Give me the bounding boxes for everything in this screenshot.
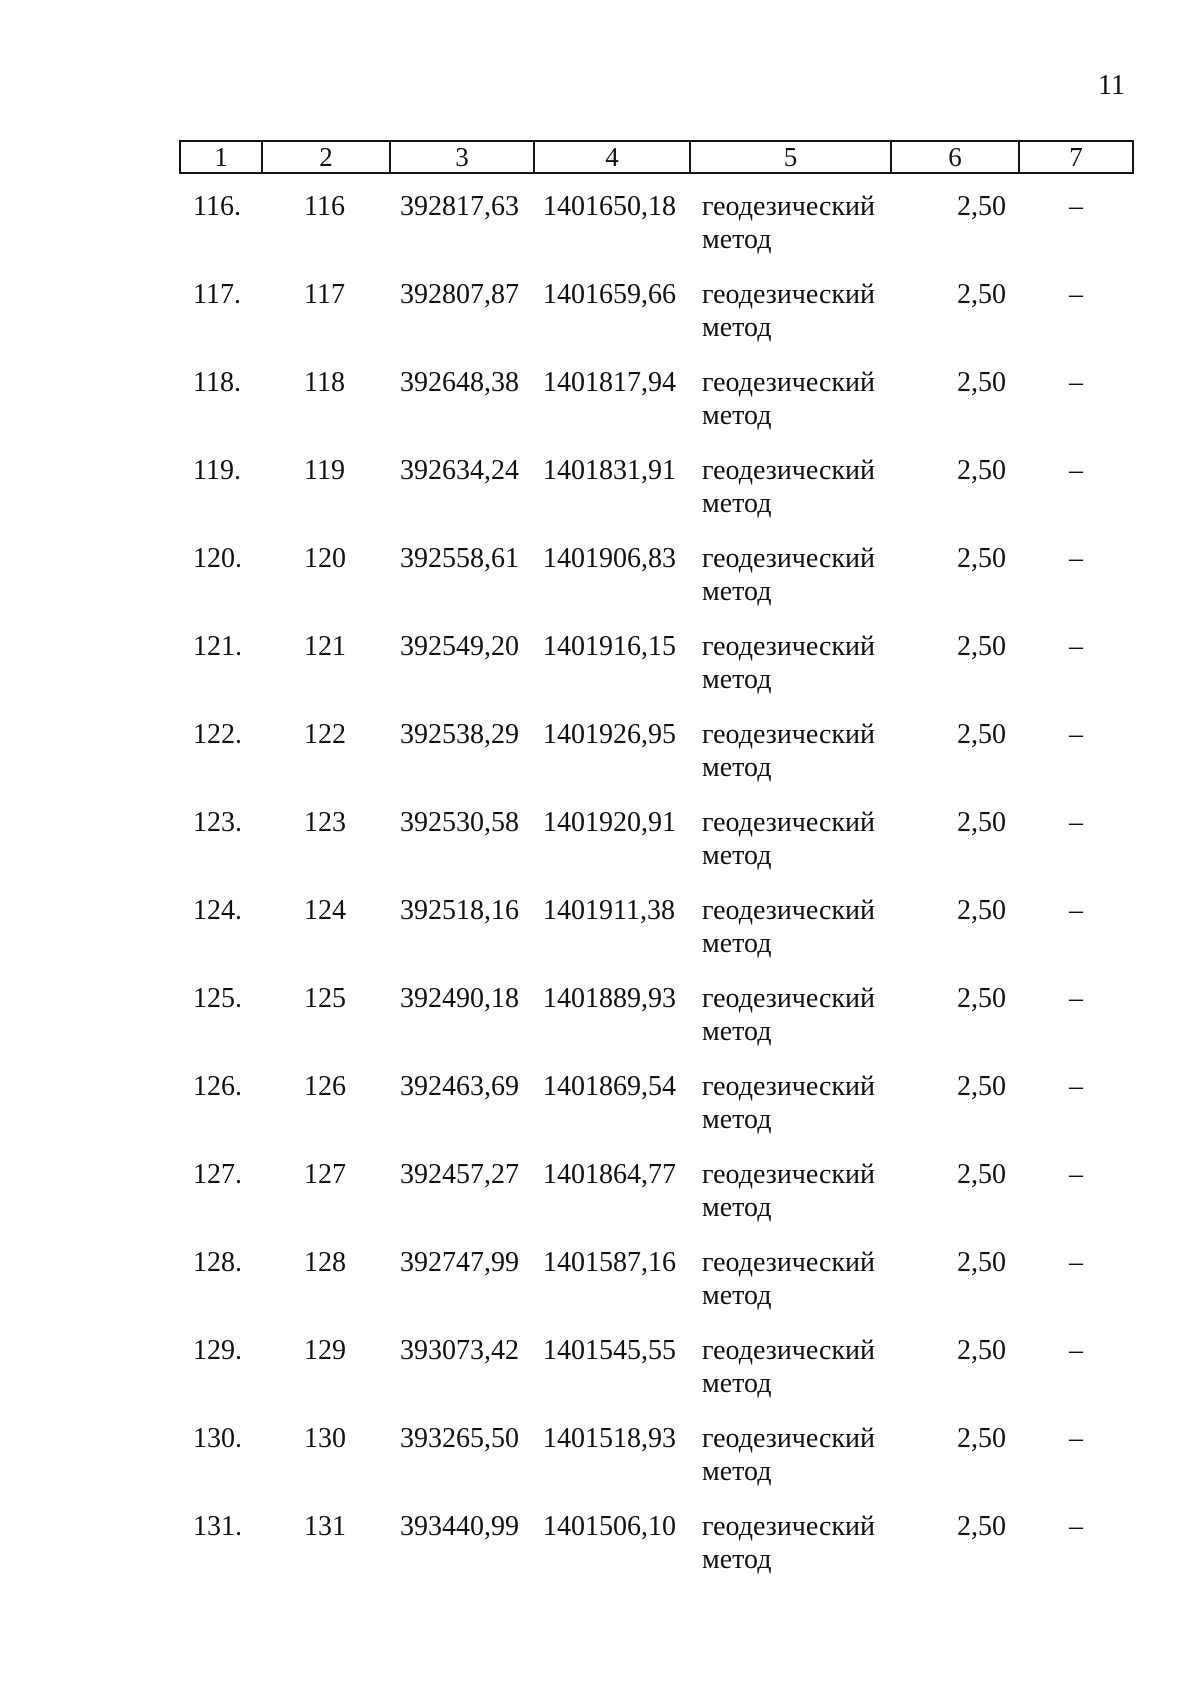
- coordinate-x-cell: 392558,61: [400, 543, 519, 574]
- note-cell: –: [1069, 1335, 1083, 1366]
- note-cell: –: [1069, 191, 1083, 222]
- header-cell-4: 4: [534, 141, 690, 173]
- table-row: [179, 894, 1133, 982]
- note-cell: –: [1069, 1159, 1083, 1190]
- accuracy-cell: 2,50: [957, 455, 1006, 486]
- method-line: геодезический: [702, 631, 876, 662]
- point-id-cell: 125: [304, 983, 346, 1014]
- header-cell-3: 3: [390, 141, 534, 173]
- row-number-cell: 129.: [193, 1335, 242, 1366]
- point-id-cell: 124: [304, 895, 346, 926]
- coordinate-x-cell: 392648,38: [400, 367, 519, 398]
- point-id-cell: 127: [304, 1159, 346, 1190]
- coordinate-y-cell: 1401831,91: [543, 455, 676, 486]
- coordinate-x-cell: 392634,24: [400, 455, 519, 486]
- header-cell-5: 5: [690, 141, 891, 173]
- coordinate-x-cell: 392463,69: [400, 1071, 519, 1102]
- method-line: геодезический: [702, 895, 876, 926]
- coordinate-y-cell: 1401916,15: [543, 631, 676, 662]
- coordinate-x-cell: 392538,29: [400, 719, 519, 750]
- coordinate-y-cell: 1401518,93: [543, 1423, 676, 1454]
- coordinate-x-cell: 392518,16: [400, 895, 519, 926]
- coordinate-x-cell: 392549,20: [400, 631, 519, 662]
- coordinate-y-cell: 1401506,10: [543, 1511, 676, 1542]
- row-number-cell: 127.: [193, 1159, 242, 1190]
- method-line: метод: [702, 840, 772, 871]
- header-row: [180, 141, 1133, 173]
- row-number-cell: 122.: [193, 719, 242, 750]
- method-line: метод: [702, 1368, 772, 1399]
- table-row: [179, 982, 1133, 1070]
- coordinate-x-cell: 393265,50: [400, 1423, 519, 1454]
- method-cell: [702, 1158, 902, 1224]
- coordinate-y-cell: 1401650,18: [543, 191, 676, 222]
- method-cell: [702, 454, 902, 520]
- method-line: геодезический: [702, 1159, 876, 1190]
- accuracy-cell: 2,50: [957, 543, 1006, 574]
- point-id-cell: 130: [304, 1423, 346, 1454]
- point-id-cell: 117: [304, 279, 345, 310]
- method-line: метод: [702, 752, 772, 783]
- method-cell: [702, 1510, 902, 1576]
- table-row: [179, 806, 1133, 894]
- table-row: [179, 1246, 1133, 1334]
- coordinate-y-cell: 1401817,94: [543, 367, 676, 398]
- coordinate-y-cell: 1401659,66: [543, 279, 676, 310]
- method-line: геодезический: [702, 1247, 876, 1278]
- note-cell: –: [1069, 807, 1083, 838]
- method-line: метод: [702, 488, 772, 519]
- point-id-cell: 121: [304, 631, 346, 662]
- method-line: геодезический: [702, 279, 876, 310]
- note-cell: –: [1069, 1511, 1083, 1542]
- coordinate-y-cell: 1401889,93: [543, 983, 676, 1014]
- row-number-cell: 124.: [193, 895, 242, 926]
- method-cell: [702, 1334, 902, 1400]
- coordinate-y-cell: 1401869,54: [543, 1071, 676, 1102]
- method-line: метод: [702, 1192, 772, 1223]
- row-number-cell: 128.: [193, 1247, 242, 1278]
- coordinate-x-cell: 392747,99: [400, 1247, 519, 1278]
- method-line: геодезический: [702, 1335, 876, 1366]
- accuracy-cell: 2,50: [957, 191, 1006, 222]
- method-cell: [702, 366, 902, 432]
- method-cell: [702, 1070, 902, 1136]
- table-row: [179, 278, 1133, 366]
- point-id-cell: 119: [304, 455, 345, 486]
- header-cell-2: 2: [262, 141, 390, 173]
- method-line: метод: [702, 400, 772, 431]
- accuracy-cell: 2,50: [957, 1335, 1006, 1366]
- accuracy-cell: 2,50: [957, 1159, 1006, 1190]
- row-number-cell: 130.: [193, 1423, 242, 1454]
- row-number-cell: 119.: [193, 455, 241, 486]
- note-cell: –: [1069, 1423, 1083, 1454]
- row-number-cell: 121.: [193, 631, 242, 662]
- table-row: [179, 542, 1133, 630]
- method-cell: [702, 718, 902, 784]
- row-number-cell: 126.: [193, 1071, 242, 1102]
- point-id-cell: 116: [304, 191, 345, 222]
- method-cell: [702, 982, 902, 1048]
- accuracy-cell: 2,50: [957, 1423, 1006, 1454]
- point-id-cell: 123: [304, 807, 346, 838]
- row-number-cell: 131.: [193, 1511, 242, 1542]
- table-row: [179, 1070, 1133, 1158]
- note-cell: –: [1069, 1247, 1083, 1278]
- row-number-cell: 118.: [193, 367, 241, 398]
- method-line: геодезический: [702, 719, 876, 750]
- note-cell: –: [1069, 895, 1083, 926]
- method-line: геодезический: [702, 983, 876, 1014]
- method-line: геодезический: [702, 1511, 876, 1542]
- method-cell: [702, 190, 902, 256]
- row-number-cell: 116.: [193, 191, 241, 222]
- method-line: метод: [702, 576, 772, 607]
- method-line: геодезический: [702, 1071, 876, 1102]
- row-number-cell: 120.: [193, 543, 242, 574]
- method-line: геодезический: [702, 455, 876, 486]
- table-row: [179, 718, 1133, 806]
- table-row: [179, 1158, 1133, 1246]
- point-id-cell: 122: [304, 719, 346, 750]
- method-cell: [702, 1246, 902, 1312]
- coordinate-y-cell: 1401920,91: [543, 807, 676, 838]
- coordinate-x-cell: 392807,87: [400, 279, 519, 310]
- accuracy-cell: 2,50: [957, 1511, 1006, 1542]
- point-id-cell: 129: [304, 1335, 346, 1366]
- coordinate-x-cell: 392457,27: [400, 1159, 519, 1190]
- coordinate-x-cell: 392490,18: [400, 983, 519, 1014]
- coordinates-table-body: [179, 190, 1133, 1598]
- table-row: [179, 630, 1133, 718]
- method-line: метод: [702, 1544, 772, 1575]
- method-cell: [702, 630, 902, 696]
- coordinate-x-cell: 393440,99: [400, 1511, 519, 1542]
- method-line: метод: [702, 312, 772, 343]
- accuracy-cell: 2,50: [957, 367, 1006, 398]
- point-id-cell: 120: [304, 543, 346, 574]
- accuracy-cell: 2,50: [957, 983, 1006, 1014]
- point-id-cell: 118: [304, 367, 345, 398]
- method-line: геодезический: [702, 807, 876, 838]
- point-id-cell: 126: [304, 1071, 346, 1102]
- note-cell: –: [1069, 367, 1083, 398]
- method-line: метод: [702, 1016, 772, 1047]
- coordinate-x-cell: 392530,58: [400, 807, 519, 838]
- row-number-cell: 117.: [193, 279, 241, 310]
- header-cell-6: 6: [891, 141, 1019, 173]
- coordinate-y-cell: 1401587,16: [543, 1247, 676, 1278]
- method-cell: [702, 278, 902, 344]
- method-line: метод: [702, 928, 772, 959]
- method-line: геодезический: [702, 543, 876, 574]
- note-cell: –: [1069, 543, 1083, 574]
- row-number-cell: 125.: [193, 983, 242, 1014]
- note-cell: –: [1069, 1071, 1083, 1102]
- header-cell-7: 7: [1019, 141, 1133, 173]
- method-line: метод: [702, 1104, 772, 1135]
- table-row: [179, 1510, 1133, 1598]
- method-cell: [702, 1422, 902, 1488]
- method-line: геодезический: [702, 191, 876, 222]
- note-cell: –: [1069, 719, 1083, 750]
- coordinate-x-cell: 392817,63: [400, 191, 519, 222]
- method-line: метод: [702, 224, 772, 255]
- column-number-header: [179, 140, 1134, 174]
- method-cell: [702, 542, 902, 608]
- method-line: метод: [702, 664, 772, 695]
- note-cell: –: [1069, 455, 1083, 486]
- header-cell-1: 1: [180, 141, 262, 173]
- method-cell: [702, 894, 902, 960]
- page-number: 11: [1098, 70, 1125, 101]
- accuracy-cell: 2,50: [957, 719, 1006, 750]
- note-cell: –: [1069, 631, 1083, 662]
- method-line: метод: [702, 1456, 772, 1487]
- coordinate-x-cell: 393073,42: [400, 1335, 519, 1366]
- table-row: [179, 454, 1133, 542]
- accuracy-cell: 2,50: [957, 1071, 1006, 1102]
- row-number-cell: 123.: [193, 807, 242, 838]
- method-line: метод: [702, 1280, 772, 1311]
- coordinate-y-cell: 1401926,95: [543, 719, 676, 750]
- coordinate-y-cell: 1401911,38: [543, 895, 675, 926]
- accuracy-cell: 2,50: [957, 895, 1006, 926]
- method-line: геодезический: [702, 367, 876, 398]
- coordinate-y-cell: 1401864,77: [543, 1159, 676, 1190]
- method-cell: [702, 806, 902, 872]
- accuracy-cell: 2,50: [957, 279, 1006, 310]
- table-row: [179, 1334, 1133, 1422]
- note-cell: –: [1069, 279, 1083, 310]
- accuracy-cell: 2,50: [957, 807, 1006, 838]
- coordinate-y-cell: 1401906,83: [543, 543, 676, 574]
- table-row: [179, 366, 1133, 454]
- accuracy-cell: 2,50: [957, 1247, 1006, 1278]
- table-row: [179, 190, 1133, 278]
- note-cell: –: [1069, 983, 1083, 1014]
- method-line: геодезический: [702, 1423, 876, 1454]
- point-id-cell: 128: [304, 1247, 346, 1278]
- coordinate-y-cell: 1401545,55: [543, 1335, 676, 1366]
- accuracy-cell: 2,50: [957, 631, 1006, 662]
- table-row: [179, 1422, 1133, 1510]
- point-id-cell: 131: [304, 1511, 346, 1542]
